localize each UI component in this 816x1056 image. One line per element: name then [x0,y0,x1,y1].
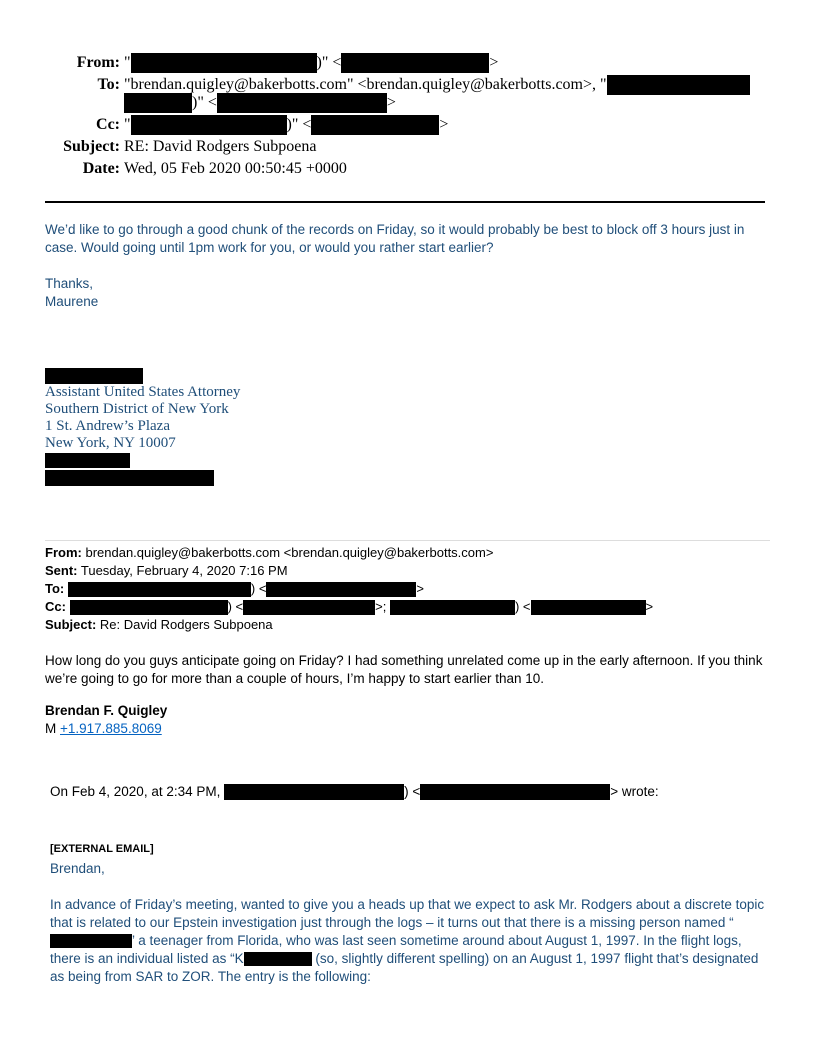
message-body [45,221,765,311]
quote-attribution-prefix: On Feb 4, 2020, at 2:34 PM, [50,784,221,799]
forwarded-sent-value: Tuesday, February 4, 2020 7:16 PM [80,563,288,578]
message-thanks: Thanks, [45,276,94,291]
redaction [341,53,489,73]
redaction [217,93,387,113]
cc-quote: " [124,116,131,133]
to-mid: )" < [192,94,217,111]
signature-address1: 1 St. Andrew’s Plaza [45,418,170,434]
quoted-greeting: Brendan, [50,861,105,876]
forwarded-cc-sep: >; [375,599,387,614]
redaction [266,582,416,597]
phone-link[interactable]: +1.917.885.8069 [60,721,162,736]
forwarded-subject-label: Subject: [45,617,97,632]
to-end: > [386,94,396,111]
from-mid: )" < [316,54,342,71]
forwarded-cc-mid: ) < [227,599,244,614]
forwarded-sent-label: Sent: [45,563,78,578]
forwarded-subject-value: Re: David Rodgers Subpoena [99,617,273,632]
forward-divider [45,540,770,541]
redaction [390,600,515,615]
message-sender-name: Maurene [45,294,99,309]
to-value-line2 [124,92,396,114]
redaction [311,115,439,135]
forwarded-cc-end: > [645,599,654,614]
date-label: Date: [82,160,120,177]
quote-attribution [50,783,659,801]
header-divider [45,201,765,203]
forwarded-sent [45,562,653,580]
reply-signature-name: Brendan F. Quigley [45,703,168,718]
quote-attribution-suffix: > wrote: [610,784,659,799]
forwarded-from-value: brendan.quigley@bakerbotts.com <brendan.quigley@bakerbotts.com> [85,545,494,560]
redaction [531,600,646,615]
phone-prefix: M [45,721,60,736]
from-label: From: [76,54,120,71]
forwarded-cc-mid2: ) < [514,599,531,614]
reply-paragraph: How long do you guys anticipate going on Friday? I had something unrelated come up in the early afternoon. If you think we’re going to go for more than a couple of hours, I’m happy to start earlier than 10. [45,653,763,686]
from-value [124,52,498,74]
cc-value [124,114,448,136]
redaction [45,368,143,384]
signature-title: Assistant United States Attorney [45,384,241,400]
date-value: Wed, 05 Feb 2020 00:50:45 +0000 [124,160,347,177]
redaction [68,582,251,597]
forwarded-cc [45,598,653,616]
redaction [70,600,228,615]
forwarded-header [45,544,653,634]
quoted-letter: K [234,951,244,966]
quoted-text-c: (so, slightly different spelling) on an August 1, 1997 flight that’s designated as being from SAR to ZOR. The entry is the following: [50,951,759,984]
forwarded-to-label: To: [45,581,65,596]
quoted-text-b: ’ a teenager from Florida, who was last seen sometime around about August 1, 1997. In the flight logs, there is an individual listed as “ [50,933,742,966]
forwarded-to-end: > [416,581,425,596]
redaction [224,784,404,800]
reply-body [45,652,770,738]
cc-mid: )" < [286,116,312,133]
redaction [244,952,312,966]
redaction [124,93,192,113]
quoted-body [50,860,770,1004]
forwarded-from-label: From: [45,545,82,560]
to-label: To: [97,76,120,93]
redaction [243,600,375,615]
forwarded-to [45,580,653,598]
redaction [50,934,132,948]
signature-block [45,367,240,486]
quoted-paragraph [50,896,770,986]
redaction [45,453,130,468]
redaction [131,115,287,135]
external-email-tag: [EXTERNAL EMAIL] [50,843,154,855]
signature-district: Southern District of New York [45,401,229,417]
to-text: "brendan.quigley@bakerbotts.com" <brendan.quigley@bakerbotts.com>, " [124,76,607,93]
from-end: > [489,54,499,71]
quoted-text-a: In advance of Friday’s meeting, wanted to give you a heads up that we expect to ask Mr. Rodgers about a discrete topic that is related to our Epstein investigation just through the logs – it turns out that there is a missing person named [50,897,765,930]
message-paragraph: We’d like to go through a good chunk of the records on Friday, so it would probably be best to block off 3 hours just in case. Would going until 1pm work for you, or would you rather start earlier? [45,222,745,255]
redaction [607,75,750,95]
redaction [420,784,610,800]
cc-end: > [439,116,449,133]
forwarded-from [45,544,653,562]
forwarded-cc-label: Cc: [45,599,66,614]
from-quote: " [124,54,131,71]
cc-label: Cc: [96,116,120,133]
forwarded-to-mid: ) < [250,581,267,596]
signature-address2: New York, NY 10007 [45,435,176,451]
quote-attribution-mid: ) < [404,784,421,799]
reply-phone-line [45,720,770,738]
subject-value: RE: David Rodgers Subpoena [124,138,317,155]
redaction [131,53,317,73]
redaction [45,470,214,486]
quoted-open-quote: “ [729,915,734,930]
forwarded-subject [45,616,653,634]
subject-label: Subject: [63,138,120,155]
